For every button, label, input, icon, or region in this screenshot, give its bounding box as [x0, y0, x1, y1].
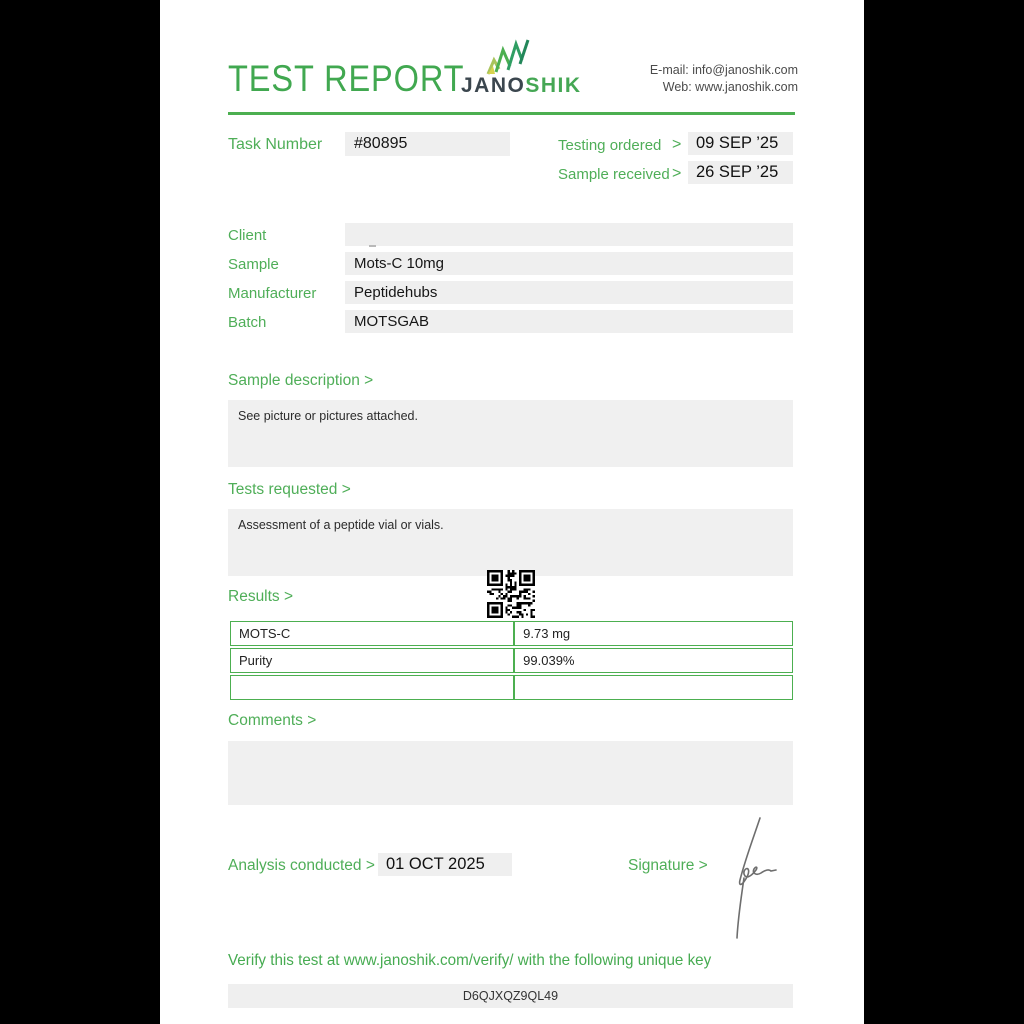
- result-name: Purity: [230, 648, 514, 673]
- task-number-value: #80895: [345, 132, 510, 156]
- task-number-label: Task Number: [228, 136, 323, 153]
- contact-web: Web: www.janoshik.com: [662, 80, 798, 94]
- sample-description-text: See picture or pictures attached.: [238, 409, 418, 423]
- client-redaction-artifact: [369, 245, 376, 247]
- client-value: [345, 223, 793, 246]
- tests-requested-text: Assessment of a peptide vial or vials.: [238, 518, 444, 532]
- table-row: [230, 621, 793, 646]
- result-value: [514, 675, 793, 700]
- report-page: [160, 0, 864, 1024]
- tests-requested-heading: Tests requested >: [228, 481, 351, 498]
- brand-wordmark: [461, 74, 582, 98]
- results-table: [230, 619, 793, 702]
- batch-label: Batch: [228, 314, 267, 331]
- analysis-conducted-label: Analysis conducted >: [228, 857, 375, 874]
- result-name: [230, 675, 514, 700]
- manufacturer-label: Manufacturer: [228, 285, 317, 302]
- brand-jano: JANO: [461, 74, 526, 97]
- header-divider: [228, 112, 795, 115]
- result-value: 99.039%: [514, 648, 793, 673]
- testing-ordered-value: 09 SEP ’25: [688, 132, 793, 155]
- sample-value: Mots-C 10mg: [345, 252, 793, 275]
- sample-received-arrow: >: [672, 165, 682, 182]
- brand-shik: SHIK: [525, 74, 582, 97]
- client-label: Client: [228, 227, 267, 244]
- testing-ordered-label: Testing ordered: [558, 137, 662, 154]
- batch-value: MOTSGAB: [345, 310, 793, 333]
- sample-received-label: Sample received: [558, 166, 670, 183]
- sample-label: Sample: [228, 256, 279, 273]
- qr-code: [487, 570, 535, 618]
- tests-requested-box: [228, 509, 793, 576]
- comments-box: [228, 741, 793, 805]
- sample-description-box: [228, 400, 793, 467]
- verify-text: Verify this test at www.janoshik.com/verify/ with the following unique key: [228, 952, 712, 969]
- brand-chart-icon: [482, 36, 534, 78]
- sample-received-value: 26 SEP ’25: [688, 161, 793, 184]
- result-name: MOTS-C: [230, 621, 514, 646]
- verify-key: D6QJXQZ9QL49: [228, 984, 793, 1008]
- analysis-date-value: 01 OCT 2025: [378, 853, 512, 876]
- page-title: TEST REPORT: [228, 58, 465, 99]
- testing-ordered-arrow: >: [672, 136, 682, 153]
- signature-label: Signature >: [628, 857, 708, 874]
- contact-block: [650, 62, 798, 96]
- results-heading: Results >: [228, 588, 294, 605]
- comments-heading: Comments >: [228, 712, 317, 729]
- manufacturer-value: Peptidehubs: [345, 281, 793, 304]
- signature-image: [713, 812, 793, 942]
- contact-email: E-mail: info@janoshik.com: [649, 63, 798, 77]
- sample-description-heading: Sample description >: [228, 372, 374, 389]
- table-row: [230, 648, 793, 673]
- result-value: 9.73 mg: [514, 621, 793, 646]
- table-row: [230, 675, 793, 700]
